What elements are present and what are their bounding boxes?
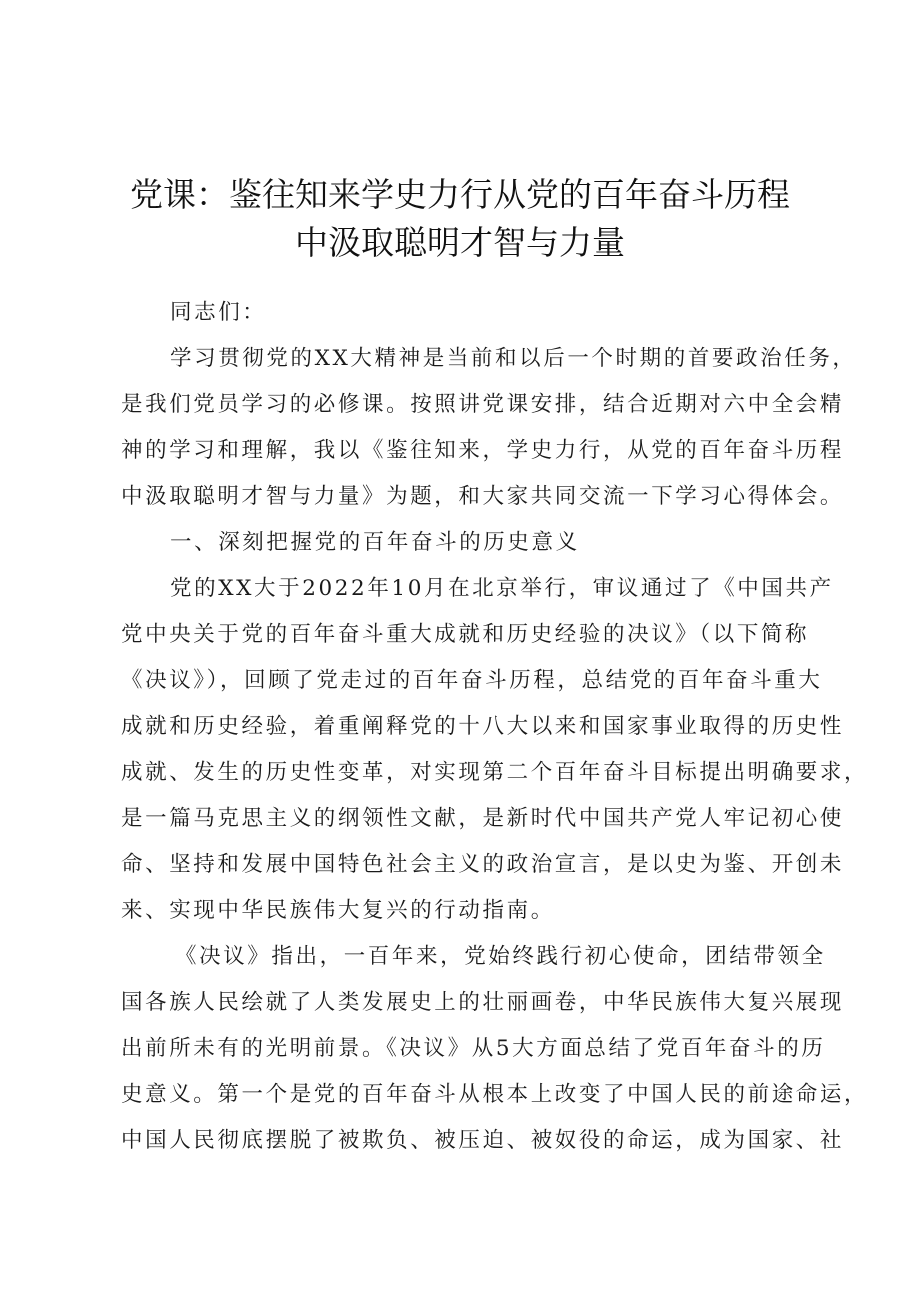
paragraph-line: 党的XX大于2022年10月在北京举行，审议通过了《中国共产 xyxy=(170,576,834,601)
paragraph-line: 神的学习和理解，我以《鉴往知来，学史力行，从党的百年奋斗历程 xyxy=(121,438,845,463)
paragraph-line: 成就、发生的历史性变革，对实现第二个百年奋斗目标提出明确要求， xyxy=(121,760,869,785)
paragraph-line: 学习贯彻党的XX大精神是当前和以后一个时期的首要政治任务， xyxy=(170,346,857,371)
paragraph-line: 中汲取聪明才智与力量》为题，和大家共同交流一下学习心得体会。 xyxy=(121,484,845,509)
salutation: 同志们： xyxy=(170,300,267,325)
paragraph-line: 是一篇马克思主义的纲领性文献，是新时代中国共产党人牢记初心使 xyxy=(121,806,845,831)
paragraph-line: 《决议》指出，一百年来，党始终践行初心使命，团结带领全 xyxy=(175,944,826,969)
paragraph-line: 命、坚持和发展中国特色社会主义的政治宣言，是以史为鉴、开创未 xyxy=(121,852,845,877)
paragraph-line: 《决议》），回顾了党走过的百年奋斗历程，总结党的百年奋斗重大 xyxy=(121,668,823,693)
document-title-line-1: 党课：鉴往知来学史力行从党的百年奋斗历程 xyxy=(130,175,790,214)
paragraph-line: 成就和历史经验，着重阐释党的十八大以来和国家事业取得的历史性 xyxy=(121,714,845,739)
paragraph-line: 来、实现中华民族伟大复兴的行动指南。 xyxy=(121,898,555,923)
document-title-line-2: 中汲取聪明才智与力量 xyxy=(295,223,625,262)
paragraph-line: 是我们党员学习的必修课。按照讲党课安排，结合近期对六中全会精 xyxy=(121,392,845,417)
paragraph-line: 史意义。第一个是党的百年奋斗从根本上改变了中国人民的前途命运， xyxy=(121,1082,869,1107)
paragraph-line: 党中央关于党的百年奋斗重大成就和历史经验的决议》（以下简称 xyxy=(121,622,810,647)
section-heading: 一、深刻把握党的百年奋斗的历史意义 xyxy=(170,530,580,555)
paragraph-line: 出前所未有的光明前景。《决议》从5大方面总结了党百年奋斗的历 xyxy=(121,1036,826,1061)
paragraph-line: 中国人民彻底摆脱了被欺负、被压迫、被奴役的命运，成为国家、社 xyxy=(121,1128,845,1153)
paragraph-line: 国各族人民绘就了人类发展史上的壮丽画卷，中华民族伟大复兴展现 xyxy=(121,990,845,1015)
